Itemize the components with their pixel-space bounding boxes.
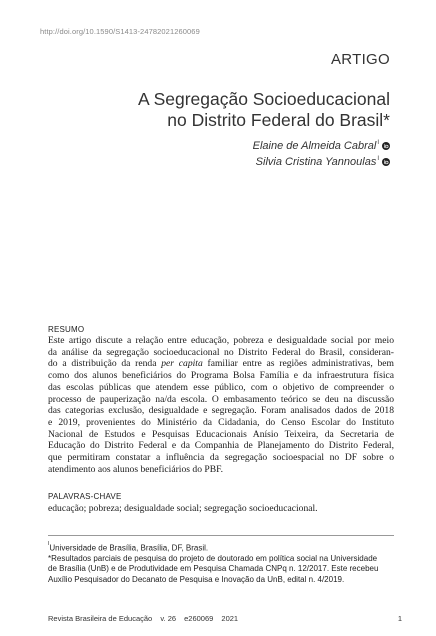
keywords-heading: PALAVRAS-CHAVE xyxy=(48,492,122,501)
abstract-line: atendimento aos alunos beneficiários do PBF. xyxy=(48,463,224,475)
orcid-icon[interactable] xyxy=(382,142,390,150)
abstract-body xyxy=(48,335,394,475)
author-1 xyxy=(253,138,390,154)
affiliation-marker: I xyxy=(377,140,379,146)
page-footer xyxy=(48,614,244,623)
footnote-funding: *Resultados parciais de pesquisa do projeto de doutorado em política social na Universidade de Brasília (UnB) e de Produtividade em Pesquisa Chamada CNPq n. 12/2017. Este recebeu Auxílio Pesquisador do Decanato de Pesquisa e Inovação da UnB, edital n. 4/2019. xyxy=(48,553,379,584)
title-line-1: A Segregação Socioeducacional xyxy=(138,89,390,109)
page-number: 1 xyxy=(397,614,402,623)
affiliation-marker: I xyxy=(48,541,50,547)
abstract-line xyxy=(48,358,394,370)
abstract-line: processo de pauperização na/da escola. O embasamento teórico se deu na discussão xyxy=(48,393,394,405)
author-name: Silvia Cristina Yannoulas xyxy=(255,156,377,168)
volume: v. 26 xyxy=(160,614,177,623)
article-title xyxy=(90,89,390,131)
abstract-line: Nacional de Estudos e Pesquisas Educacionais Anísio Teixeira, da Secretaria de xyxy=(48,428,394,440)
orcid-icon[interactable] xyxy=(382,158,390,166)
journal-name: Revista Brasileira de Educação xyxy=(48,614,153,623)
abstract-line: e 2019, provenientes do Ministério da Cidadania, do Censo Escolar do Instituto xyxy=(48,416,394,428)
italic-term: per capita xyxy=(161,358,203,370)
doi-link[interactable]: http://doi.org/10.1590/S1413-24782021260069 xyxy=(40,27,200,36)
abstract-line: Este artigo discute a relação entre educação, pobreza e desigualdade social por meio xyxy=(48,335,394,346)
keywords-text: educação; pobreza; desigualdade social; segregação socioeducacional. xyxy=(48,503,318,514)
footnote-affiliation xyxy=(48,541,388,554)
abstract-line: que permitiram constatar a influência da segregação socioespacial no DF sobre o xyxy=(48,452,394,464)
abstract-line: das escolas públicas que atendem esse público, com o objetivo de compreender o xyxy=(48,381,394,393)
author-list xyxy=(253,138,390,170)
abstract-line: da análise da segregação socioeducacional no Distrito Federal do Brasil, consideran- xyxy=(48,346,394,358)
author-name: Elaine de Almeida Cabral xyxy=(252,140,377,152)
affiliation-marker: I xyxy=(377,156,379,162)
title-line-2: no Distrito Federal do Brasil* xyxy=(167,110,390,130)
abstract-line-part: do a distribuição da renda xyxy=(48,358,162,370)
abstract-heading: RESUMO xyxy=(48,325,85,334)
section-label: ARTIGO xyxy=(330,51,390,68)
abstract-line: das categorias exclusão, desigualdade e segregação. Foram analisados dados de 2018 xyxy=(48,405,394,417)
author-2 xyxy=(253,154,390,170)
abstract-line-part: familiar entre as regiões administrativas, bem xyxy=(202,358,394,370)
abstract-line: como dos alunos beneficiários do Programa Bolsa Família e da infraestrutura física xyxy=(48,370,394,382)
abstract-line: Educação do Distrito Federal e da Companhia de Planejamento do Distrito Federal, xyxy=(48,440,394,452)
article-id: e260069 xyxy=(184,614,214,623)
footnotes xyxy=(48,541,388,585)
affiliation-text: Universidade de Brasília, Brasília, DF, Brasil. xyxy=(49,543,209,553)
year: 2021 xyxy=(221,614,239,623)
footnote-divider xyxy=(48,535,394,536)
